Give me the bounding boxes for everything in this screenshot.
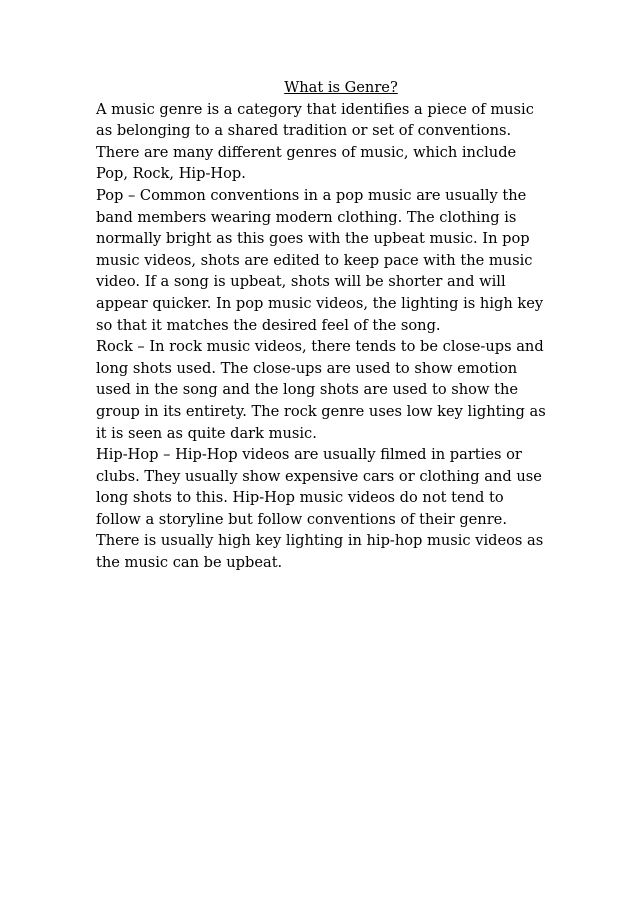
document-body [96, 77, 546, 574]
paragraph-rock: Rock – In rock music videos, there tends to be close-ups and long shots used. The close-ups are used to show emotion used in the song and the long shots are used to show the group in its entirety. The rock genre uses low key lighting as it is seen as quite dark music. [96, 338, 546, 442]
paragraph-intro: A music genre is a category that identifies a piece of music as belonging to a shared tradition or set of conventions. There are many different genres of music, which include Pop, Rock, Hip-Hop. [96, 100, 534, 183]
paragraph-pop: Pop – Common conventions in a pop music are usually the band members wearing modern clothing. The clothing is normally bright as this goes with the upbeat music. In pop music videos, shots are edited to keep pace with the music video. If a song is upbeat, shots will be shorter and will appear quicker. In pop music videos, the lighting is high key so that it matches the desired feel of the song. [96, 186, 544, 334]
paragraph-hip-hop: Hip-Hop – Hip-Hop videos are usually filmed in parties or clubs. They usually show expensive cars or clothing and use long shots to this. Hip-Hop music videos do not tend to follow a storyline but follow conventions of their genre. There is usually high key lighting in hip-hop music videos as the music can be upbeat. [96, 446, 544, 572]
document-title: What is Genre? [284, 79, 398, 96]
